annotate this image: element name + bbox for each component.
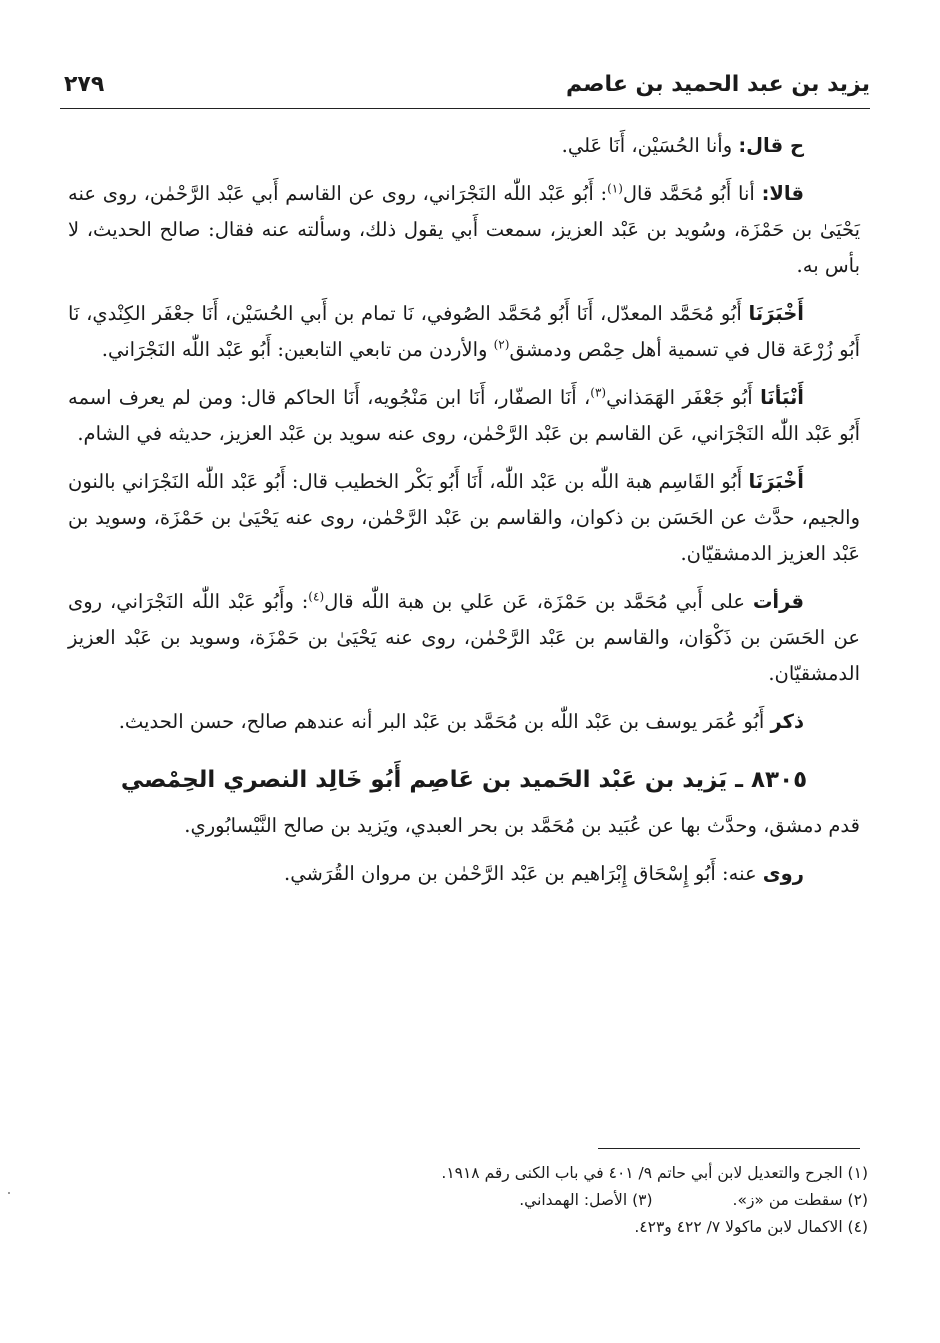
paragraph xyxy=(68,584,860,692)
paragraph-lead: ح قال: xyxy=(738,134,804,157)
paragraph-lead: روى xyxy=(762,862,804,885)
paragraph-text: عنه: أَبُو إِسْحَاق إِبْرَاهيم بن عَبْد الرَّحْمٰن بن مروان القُرَشي. xyxy=(284,862,763,885)
footnote-ref: (٢) xyxy=(493,337,510,352)
paragraph xyxy=(68,128,860,164)
footnote-divider xyxy=(598,1148,860,1149)
paragraph xyxy=(68,704,860,740)
paragraph-text: : وأَبُو عَبْد اللّٰه النَجْرَاني، روى عن الحَسَن بن ذَكْوَان، والقاسم بن عَبْد الرَّحْمٰن، روى عنه يَحْيَىٰ بن حَمْزَة، وسويد بن عَبْد العزيز الدمشقيّان. xyxy=(68,590,860,685)
paragraph-text: والأردن من تابعي التابعين: أَبُو عَبْد اللّٰه النَجْرَاني. xyxy=(101,338,494,361)
footnote-ref: (١) xyxy=(607,181,623,196)
footnote: (١) الجرح والتعديل لابن أبي حاتم ٩/ ٤٠١ في باب الكنى رقم ١٩١٨. xyxy=(441,1164,868,1182)
margin-mark xyxy=(8,1192,10,1194)
paragraph-text: أَبُو مُحَمَّد المعدّل، أَنَا أَبُو مُحَمَّد الصُوفي، نَا تمام بن أَبي الحُسَيْن، أَنَا جعْفَر الكِنْدي، نَا أَبُو زُرْعَة قال في تسمية أهل حِمْص ودمشق xyxy=(68,302,860,361)
paragraph-lead: أَخْبَرَنَا xyxy=(748,302,804,325)
paragraph-lead: قالا: xyxy=(761,182,804,205)
paragraph xyxy=(68,380,860,452)
paragraph-lead: أَخْبَرَنَا xyxy=(748,470,804,493)
entry-heading: ٨٣٠٥ ـ يَزيد بن عَبْد الحَميد بن عَاصِم أَبُو خَالِد النصري الحِمْصي xyxy=(120,767,808,793)
footnote-ref: (٣) xyxy=(590,385,607,400)
paragraph-text: : أَبُو عَبْد اللّٰه النَجْرَاني، روى عن القاسم أَبي عَبْد الرَّحْمٰن، روى عنه يَحْيَىٰ بن حَمْزَة، وسُويد بن عَبْد العزيز، سمعت أَبي يقول ذلك، وسألته عنه فقال: صالح الحديث، لا بأس به. xyxy=(68,182,860,277)
paragraph-lead: قرأت xyxy=(752,590,804,613)
paragraph-lead: ذكر xyxy=(770,710,804,733)
paragraph xyxy=(68,176,860,284)
footnotes xyxy=(150,1160,868,1241)
page-number: ٢٧٩ xyxy=(64,72,105,97)
running-header xyxy=(60,62,870,109)
paragraph-text: أَبُو جَعْفَر الهَمَذاني xyxy=(606,386,761,409)
footnote: (٢) سقطت من «ز». xyxy=(732,1191,868,1209)
paragraph-text: وأنا الحُسَيْن، أَنَا عَلي. xyxy=(561,134,739,157)
paragraph-text: ، أَنَا الصفّار، أَنَا ابن مَنْجُويه، أَنَا الحاكم قال: ومن لم يعرف اسمه أَبُو عَبْد اللّٰه النَجْرَاني، عَن القاسم بن عَبْد الرَّحْمٰن، روى عنه سويد بن عَبْد العزيز، حديثه في الشام. xyxy=(68,386,860,445)
paragraph xyxy=(68,808,860,844)
paragraph xyxy=(68,464,860,572)
footnote-row xyxy=(150,1187,868,1214)
paragraph-text: قدم دمشق، وحدَّث بها عن عُبَيد بن مُحَمَّد بن بحر العبدي، ويَزيد بن صالح النَّيْسابُوري. xyxy=(184,814,860,837)
paragraph-text: أنا أَبُو مُحَمَّد قال xyxy=(622,182,762,205)
paragraph xyxy=(68,856,860,892)
footnote: (٤) الاكمال لابن ماكولا ٧/ ٤٢٢ و٤٢٣. xyxy=(634,1218,868,1236)
footnote-ref: (٤) xyxy=(308,589,325,604)
paragraph-text: أَبُو عُمَر يوسف بن عَبْد اللّٰه بن مُحَمَّد بن عَبْد البر أنه عندهم صالح، حسن الحديث. xyxy=(118,710,771,733)
paragraph-text: على أَبي مُحَمَّد بن حَمْزَة، عَن عَلي بن هبة اللّٰه قال xyxy=(324,590,753,613)
header-title: يزيد بن عبد الحميد بن عاصم xyxy=(566,72,870,97)
footnote: (٣) الأصل: الهمداني. xyxy=(519,1191,653,1209)
paragraph xyxy=(68,296,860,368)
paragraph-text: أَبُو القَاسِم هبة اللّٰه بن عَبْد اللّٰه، أَنَا أَبُو بَكْر الخطيب قال: أَبُو عَبْد اللّٰه النَجْرَاني بالنون والجيم، حدَّث عن الحَسَن بن ذكوان، والقاسم بن عَبْد الرَّحْمٰن، روى عنه يَحْيَىٰ بن حَمْزَة، وسويد بن عَبْد العزيز الدمشقيّان. xyxy=(68,470,860,565)
main-text xyxy=(68,128,860,904)
paragraph-lead: أَنْبَأنَا xyxy=(760,386,804,409)
